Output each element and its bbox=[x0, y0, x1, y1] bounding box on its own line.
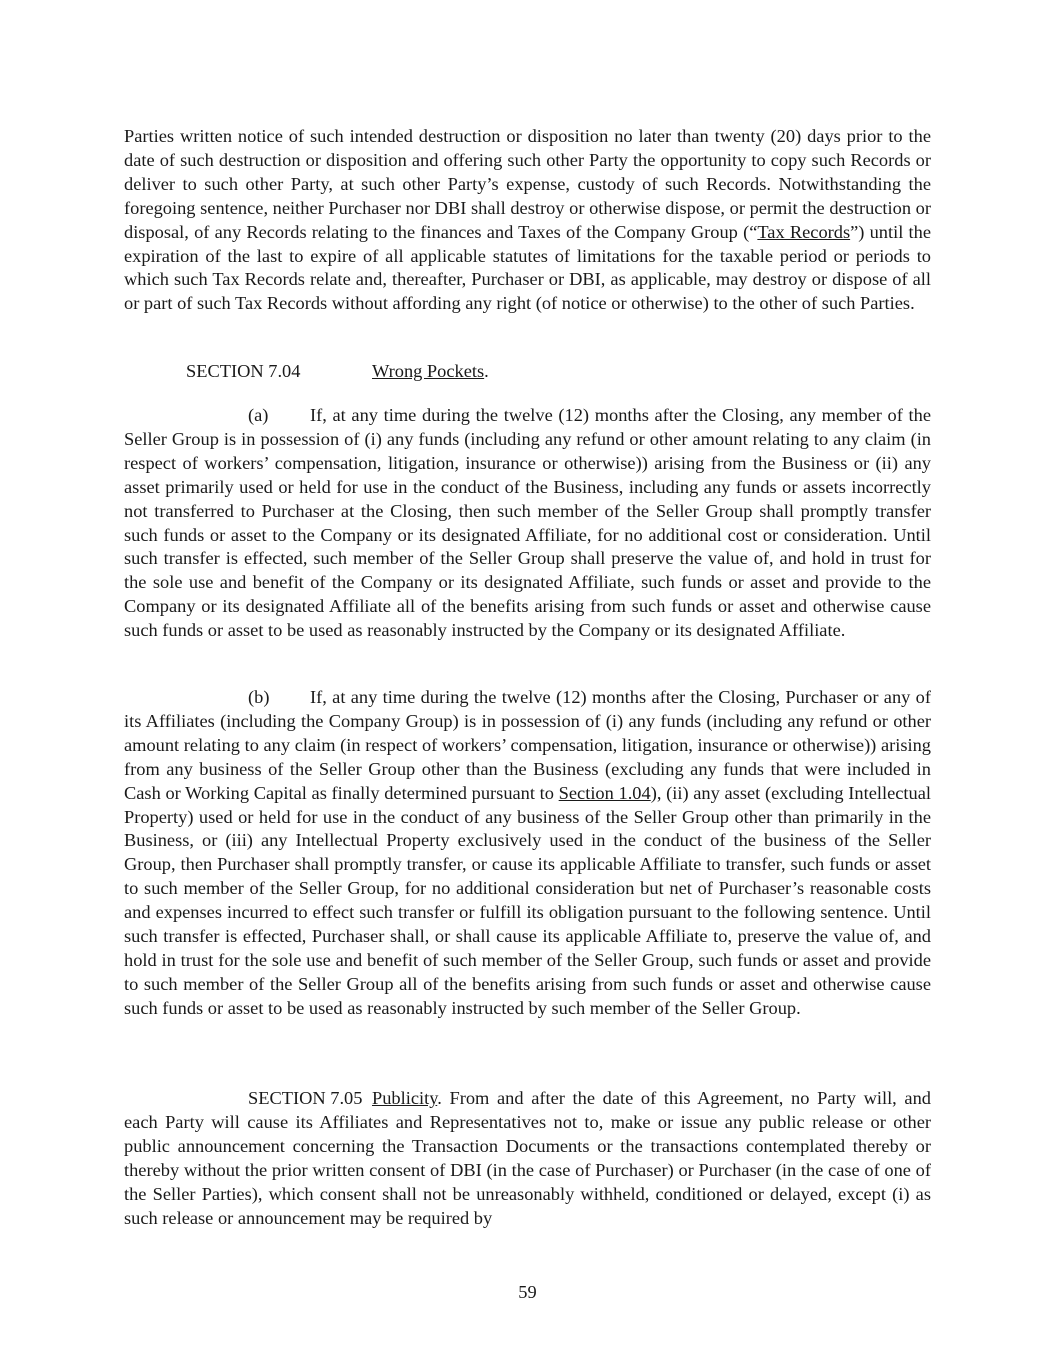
paragraph-text: Parties written notice of such intended destruction or disposition no later than twenty (20) days prior to the date of such destruction or disposition and offering such other Party the opportunity to copy such Records or deliver to such other Party, at such other Party’s expense, custody of such Records. Notwithstanding the foregoing sentence, neither Purchaser nor DBI shall destroy or otherwise dispose, or permit the destruction or disposal, of any Records relating to the finances and Taxes of the Company Group (“ bbox=[124, 126, 931, 242]
subsection-b bbox=[124, 686, 931, 1021]
section-text: . From and after the date of this Agreement, no Party will, and each Party will cause its Affiliates and Representatives not to, make or issue any public release or other public announcement concerning the Transaction Documents or the transactions contemplated thereby or thereby without the prior written consent of DBI (in the case of Purchaser) or Purchaser (in the case of one of the Seller Parties), which consent shall not be unreasonably withheld, conditioned or delayed, except (i) as such release or announcement may be required by bbox=[124, 1088, 931, 1228]
paragraph-records-retention bbox=[124, 125, 931, 316]
subsection-label: (a) bbox=[248, 405, 269, 425]
subsection-text: If, at any time during the twelve (12) months after the Closing, any member of the Seller Group is in possession of (i) any funds (including any refund or other amount relating to any claim (in respect of workers’ compensation, litigation, insurance or otherwise)) arising from the Business or (ii) any asset primarily used or held for use in the conduct of the Business, including any funds or assets incorrectly not transferred to Purchaser at the Closing, then such member of the Seller Group shall promptly transfer such funds or asset to the Company or its designated Affiliate, for no additional cost or consideration. Until such transfer is effected, such member of the Seller Group shall preserve the value of, and hold in trust for the sole use and benefit of the Company or its designated Affiliate, such funds or asset and provide to the Company or its designated Affiliate all of the benefits arising from such funds or asset and otherwise cause such funds or asset to be used as reasonably instructed by the Company or its designated Affiliate. bbox=[124, 405, 931, 641]
section-number: SECTION 7.05 bbox=[248, 1088, 363, 1108]
section-heading-7-04 bbox=[186, 360, 931, 384]
section-title: Publicity bbox=[372, 1088, 438, 1108]
subsection-text: ), (ii) any asset (excluding Intellectual Property) used or held for use in the conduct of any business of the Seller Group other than primarily in the Business, or (iii) any Intellectual Property exclusively used in the conduct of the business of the Seller Group, then Purchaser shall promptly transfer, or cause its applicable Affiliate to transfer, such funds or asset to such member of the Seller Group, for no additional consideration but net of Purchaser’s reasonable costs and expenses incurred to effect such transfer or fulfill its obligation pursuant to the following sentence. Until such transfer is effected, Purchaser shall, or shall cause its applicable Affiliate to, preserve the value of, and hold in trust for the sole use and benefit of such member of the Seller Group, such funds or asset and provide to such member of the Seller Group all of the benefits arising from such funds or asset and otherwise cause such funds or asset to be used as reasonably instructed by such member of the Seller Group. bbox=[124, 782, 931, 1018]
section-title: Wrong Pockets bbox=[372, 361, 485, 381]
paragraph-text: ”) until the expiration of the last to expire of all applicable statutes of limitations for the taxable period or periods to which such Tax Records relate and, thereafter, Purchaser or DBI, as applicable, may destroy or dispose of all or part of such Tax Records without affording any right (of notice or otherwise) to the other of such Parties. bbox=[124, 221, 931, 314]
page-number: 59 bbox=[518, 1282, 537, 1302]
subsection-a bbox=[124, 404, 931, 643]
section-7-05 bbox=[124, 1087, 931, 1230]
subsection-label: (b) bbox=[248, 687, 270, 707]
subsection-text: If, at any time during the twelve (12) months after the Closing, Purchaser or any of its Affiliates (including the Company Group) is in possession of (i) any funds (including any refund or other amount relating to any claim (in respect of workers’ compensation, litigation, insurance or otherwise)) arising from any business of the Seller Group other than the Business (excluding any funds that were included in Cash or Working Capital as finally determined pursuant to bbox=[124, 687, 931, 803]
section-title-period: . bbox=[484, 361, 489, 381]
defined-term-tax-records: Tax Records bbox=[757, 221, 851, 242]
section-number: SECTION 7.04 bbox=[186, 361, 301, 381]
section-reference: Section 1.04 bbox=[558, 782, 651, 803]
